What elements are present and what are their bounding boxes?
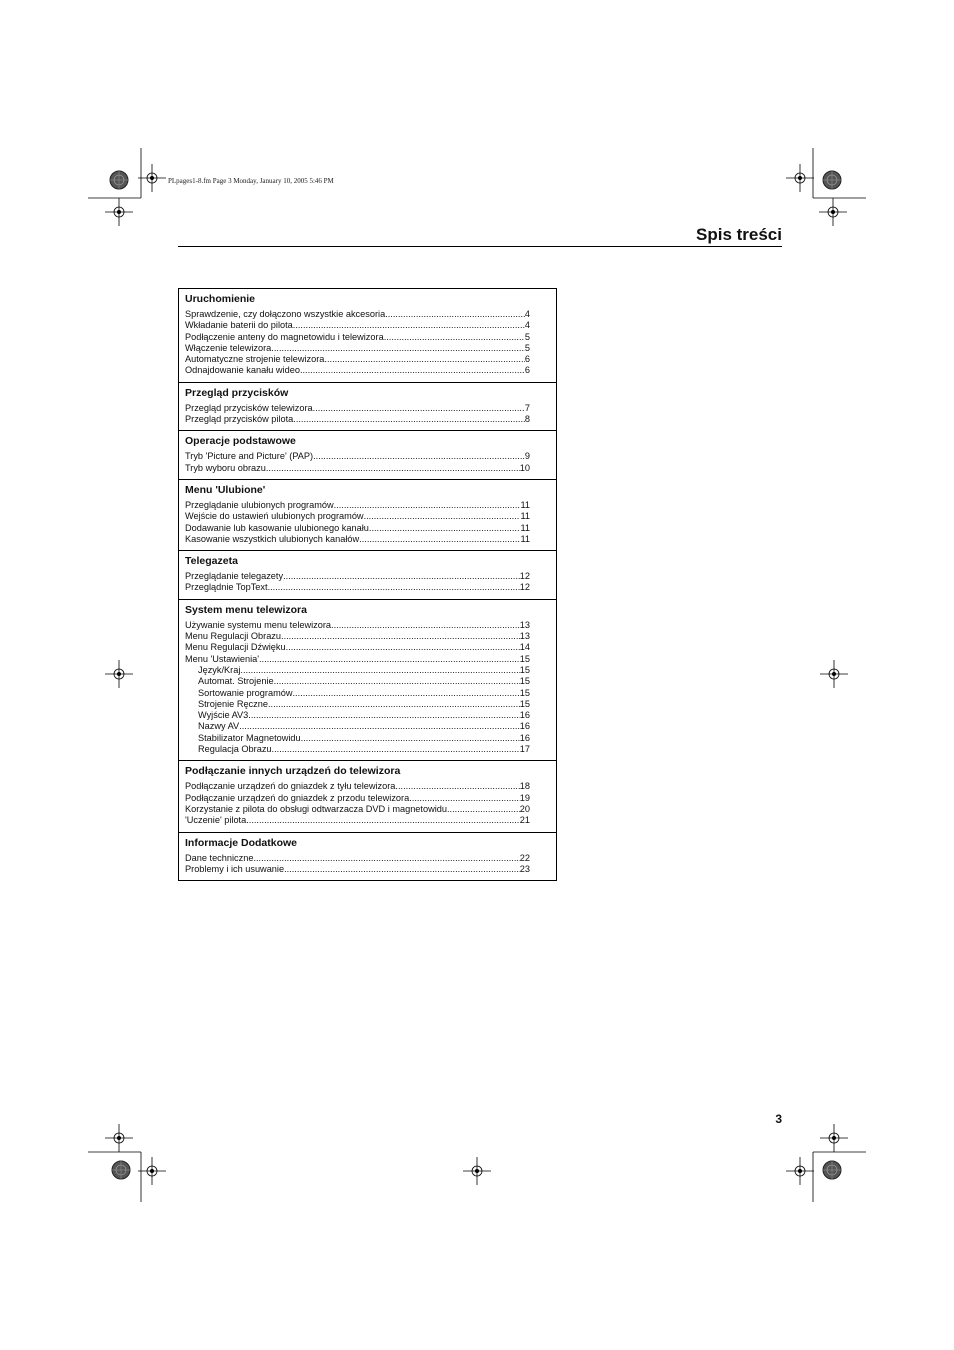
toc-entry-page: 20 bbox=[519, 803, 530, 814]
toc-leader-dots bbox=[364, 511, 521, 522]
toc-section bbox=[179, 760, 556, 831]
toc-entry-page: 4 bbox=[524, 309, 530, 319]
toc-leader-dots bbox=[313, 451, 525, 462]
toc-entry-page: 11 bbox=[520, 533, 530, 544]
toc-leader-dots bbox=[293, 414, 525, 425]
toc-leader-dots bbox=[271, 343, 525, 354]
toc-entry-page: 15 bbox=[519, 664, 530, 675]
toc-entry-label: Sprawdzenie, czy dołączono wszystkie akcesoria bbox=[185, 309, 386, 319]
toc-entry bbox=[185, 804, 530, 815]
toc-entry-page: 16 bbox=[519, 710, 530, 721]
toc-leader-dots bbox=[259, 654, 520, 665]
toc-leader-dots bbox=[272, 744, 520, 755]
toc-entry-page: 4 bbox=[524, 320, 530, 331]
toc-leader-dots bbox=[268, 699, 520, 710]
toc-leader-dots bbox=[359, 534, 520, 545]
toc-leader-dots bbox=[369, 523, 521, 534]
toc-entry-page: 6 bbox=[524, 365, 530, 376]
toc-entry-label: Podłączanie urządzeń do gniazdek z tyłu telewizora bbox=[185, 781, 396, 792]
toc-entry bbox=[185, 500, 530, 511]
page-number: 3 bbox=[775, 1112, 782, 1126]
toc-entry-page: 15 bbox=[519, 653, 530, 664]
toc-entry bbox=[185, 781, 530, 792]
toc-entry bbox=[185, 414, 530, 425]
toc-entry bbox=[185, 699, 530, 710]
toc-entry bbox=[185, 332, 530, 343]
toc-entry-label: Automat. Strojenie bbox=[198, 676, 274, 687]
toc-entry-page: 5 bbox=[524, 342, 530, 353]
toc-entry-page: 11 bbox=[520, 522, 530, 533]
toc-leader-dots bbox=[384, 332, 525, 343]
toc-entry bbox=[185, 721, 530, 732]
toc-entry-label: Sortowanie programów bbox=[198, 687, 293, 698]
toc-entry-page: 9 bbox=[524, 451, 530, 462]
toc-entry-page: 5 bbox=[524, 331, 530, 342]
toc-entry bbox=[185, 864, 530, 875]
toc-entry bbox=[185, 511, 530, 522]
toc-leader-dots bbox=[286, 642, 520, 653]
toc-leader-dots bbox=[239, 721, 520, 732]
toc-entry-page: 18 bbox=[519, 781, 530, 792]
toc-leader-dots bbox=[313, 403, 525, 414]
toc-entry-label: Problemy i ich usuwanie bbox=[185, 863, 285, 874]
toc-entry-page: 12 bbox=[519, 582, 530, 593]
toc-entry-label: Tryb 'Picture and Picture' (PAP) bbox=[185, 451, 314, 462]
toc-entry-label: Odnajdowanie kanału wideo bbox=[185, 365, 300, 376]
toc-leader-dots bbox=[281, 631, 520, 642]
toc-entry-label: Podłączanie urządzeń do gniazdek z przodu telewizora bbox=[185, 792, 410, 803]
toc-entry-label: Automatyczne strojenie telewizora bbox=[185, 354, 325, 365]
toc-leader-dots bbox=[331, 620, 520, 631]
toc-entry-page: 16 bbox=[519, 732, 530, 743]
toc-entry bbox=[185, 320, 530, 331]
toc-entry-page: 22 bbox=[519, 852, 530, 863]
toc-section-heading: Menu 'Ulubione' bbox=[185, 483, 266, 496]
toc-entry-label: Przeglądanie telegazety bbox=[185, 571, 284, 582]
toc-entry-label: Język/Kraj bbox=[198, 664, 241, 675]
toc-entry bbox=[185, 793, 530, 804]
toc-section-heading: Uruchomienie bbox=[185, 293, 256, 305]
toc-entry bbox=[185, 631, 530, 642]
print-slug-line: PLpages1-8.fm Page 3 Monday, January 10, 2005 5:46 PM bbox=[168, 177, 334, 185]
toc-section bbox=[179, 479, 556, 550]
toc-leader-dots bbox=[268, 582, 520, 593]
toc-entry-label: Dodawanie lub kasowanie ulubionego kanału bbox=[185, 522, 369, 533]
title-rule bbox=[178, 246, 782, 247]
toc-entry-label: Przeglądanie ulubionych programów bbox=[185, 499, 334, 510]
toc-section bbox=[179, 289, 556, 382]
toc-leader-dots bbox=[274, 676, 520, 687]
toc-entry-label: Przeglądnie TopText bbox=[185, 582, 268, 593]
toc-entry bbox=[185, 744, 530, 755]
toc-leader-dots bbox=[292, 688, 519, 699]
toc-entry bbox=[185, 463, 530, 474]
toc-entry bbox=[185, 343, 530, 354]
toc-entry-page: 13 bbox=[519, 619, 530, 630]
toc-leader-dots bbox=[246, 815, 520, 826]
toc-section-heading: Operacje podstawowe bbox=[185, 435, 296, 448]
toc-entry bbox=[185, 523, 530, 534]
toc-entry bbox=[185, 815, 530, 826]
toc-leader-dots bbox=[301, 733, 520, 744]
toc-entry bbox=[185, 571, 530, 582]
toc-entry-page: 7 bbox=[524, 402, 530, 413]
toc-entry-page: 8 bbox=[524, 414, 530, 425]
toc-entry bbox=[185, 853, 530, 864]
toc-entry-page: 11 bbox=[520, 499, 530, 510]
toc-leader-dots bbox=[240, 665, 519, 676]
toc-entry-label: Kasowanie wszystkich ulubionych kanałów bbox=[185, 533, 360, 544]
toc-leader-dots bbox=[409, 793, 520, 804]
toc-entry bbox=[185, 676, 530, 687]
toc-entry bbox=[185, 451, 530, 462]
toc-leader-dots bbox=[293, 320, 525, 331]
toc-section-heading: Telegazeta bbox=[185, 555, 238, 568]
toc-entry bbox=[185, 365, 530, 376]
toc-entry bbox=[185, 710, 530, 721]
toc-leader-dots bbox=[248, 710, 519, 721]
toc-entry bbox=[185, 688, 530, 699]
toc-entry-label: Przegląd przycisków telewizora bbox=[185, 402, 313, 413]
toc-entry bbox=[185, 354, 530, 365]
toc-entry-label: Dane techniczne bbox=[185, 852, 254, 863]
toc-entry-page: 15 bbox=[519, 698, 530, 709]
toc-entry bbox=[185, 665, 530, 676]
toc-section bbox=[179, 599, 556, 761]
toc-leader-dots bbox=[395, 781, 519, 792]
toc-section bbox=[179, 550, 556, 599]
toc-entry-page: 14 bbox=[519, 642, 530, 653]
toc-entry-label: Regulacja Obrazu bbox=[198, 744, 272, 755]
toc-section bbox=[179, 430, 556, 479]
page-title: Spis treści bbox=[696, 225, 782, 244]
toc-entry-label: 'Uczenie' pilota bbox=[185, 815, 247, 826]
toc-entry bbox=[185, 309, 530, 320]
toc-entry bbox=[185, 403, 530, 414]
toc-entry-label: Tryb wyboru obrazu bbox=[185, 462, 266, 473]
toc-entry-label: Przegląd przycisków pilota bbox=[185, 414, 294, 425]
toc-entry-label: Menu 'Ustawienia' bbox=[185, 653, 259, 664]
toc-entry bbox=[185, 620, 530, 631]
toc-section bbox=[179, 382, 556, 431]
table-of-contents bbox=[178, 288, 557, 881]
toc-leader-dots bbox=[283, 571, 520, 582]
toc-entry-label: Strojenie Ręczne bbox=[198, 698, 268, 709]
toc-section-heading: System menu telewizora bbox=[185, 603, 307, 616]
toc-entry-label: Wyjście AV3 bbox=[198, 710, 249, 721]
toc-section-heading: Informacje Dodatkowe bbox=[185, 836, 298, 849]
toc-entry-label: Wkładanie baterii do pilota bbox=[185, 320, 293, 331]
toc-entry bbox=[185, 642, 530, 653]
toc-leader-dots bbox=[385, 309, 525, 320]
toc-entry-label: Stabilizator Magnetowidu bbox=[198, 732, 301, 743]
toc-entry-label: Używanie systemu menu telewizora bbox=[185, 619, 332, 630]
toc-entry-label: Korzystanie z pilota do obsługi odtwarzacza DVD i magnetowidu bbox=[185, 803, 447, 814]
toc-leader-dots bbox=[253, 853, 519, 864]
toc-section-heading: Przegląd przycisków bbox=[185, 386, 289, 399]
toc-entry-label: Menu Regulacji Dźwięku bbox=[185, 642, 286, 653]
toc-entry-page: 13 bbox=[519, 631, 530, 642]
toc-section-heading: Podłączanie innych urządzeń do telewizora bbox=[185, 765, 401, 778]
toc-entry-page: 12 bbox=[519, 571, 530, 582]
toc-leader-dots bbox=[324, 354, 524, 365]
toc-leader-dots bbox=[447, 804, 520, 815]
toc-entry-page: 10 bbox=[519, 462, 530, 473]
toc-leader-dots bbox=[284, 864, 520, 875]
toc-entry-label: Podłączenie anteny do magnetowidu i telewizora bbox=[185, 331, 384, 342]
toc-entry-page: 17 bbox=[519, 744, 530, 755]
toc-entry-label: Nazwy AV bbox=[198, 721, 240, 732]
toc-entry bbox=[185, 733, 530, 744]
toc-entry bbox=[185, 582, 530, 593]
toc-entry-page: 16 bbox=[519, 721, 530, 732]
toc-entry-label: Włączenie telewizora bbox=[185, 342, 272, 353]
toc-entry-page: 23 bbox=[519, 863, 530, 874]
toc-entry-page: 6 bbox=[524, 354, 530, 365]
toc-entry bbox=[185, 654, 530, 665]
toc-entry-label: Wejście do ustawień ulubionych programów bbox=[185, 511, 364, 522]
toc-entry-page: 11 bbox=[520, 511, 530, 522]
toc-entry-page: 15 bbox=[519, 676, 530, 687]
toc-entry-page: 21 bbox=[519, 815, 530, 826]
toc-leader-dots bbox=[334, 500, 521, 511]
toc-leader-dots bbox=[300, 365, 525, 376]
toc-leader-dots bbox=[266, 463, 520, 474]
toc-entry-page: 15 bbox=[519, 687, 530, 698]
toc-entry bbox=[185, 534, 530, 545]
toc-entry-page: 19 bbox=[519, 792, 530, 803]
toc-entry-label: Menu Regulacji Obrazu bbox=[185, 631, 282, 642]
toc-section bbox=[179, 832, 556, 881]
